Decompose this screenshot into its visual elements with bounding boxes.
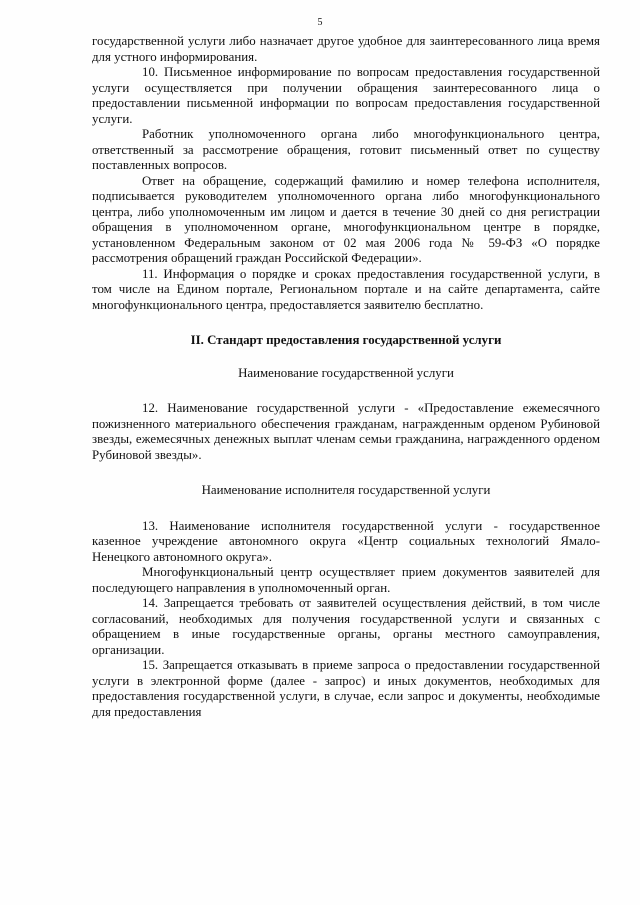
subheading-service-executor: Наименование исполнителя государственной услуги: [201, 483, 491, 497]
paragraph-14: 14. Запрещается требовать от заявителей осуществления действий, в том числе согласований, необходимых для получения государственной услуги и связанных с обращением в иные государственные органы, органы местного самоуправления, организации.: [92, 596, 600, 657]
page-number: 5: [317, 17, 323, 28]
paragraph-15: 15. Запрещается отказывать в приеме запроса о предоставлении государственной услуги в электронной форме (далее - запрос) и иных документов, необходимых для предоставления государственной услуги, в случае, если запрос и документы, необходимые для предоставления: [92, 658, 600, 719]
paragraph-employee-response: Работник уполномоченного органа либо многофункционального центра, ответственный за рассмотрение обращения, готовит письменный ответ по существу поставленных вопросов.: [92, 127, 600, 172]
subheading-service-name: Наименование государственной услуги: [238, 365, 454, 380]
paragraph-mfc: Многофункциональный центр осуществляет прием документов заявителей для последующего направления в уполномоченный орган.: [92, 565, 600, 595]
paragraph-continuation: государственной услуги либо назначает другое удобное для заинтересованного лица время для устного информирования.: [92, 34, 600, 64]
document-body: [92, 34, 600, 720]
paragraph-12: 12. Наименование государственной услуги - «Предоставление ежемесячного пожизненного материального обеспечения гражданам, награжденным орденом Рубиновой звезды, ежемесячных денежных выплат членам семьи гражданина, награжденного орденом Рубиновой звезды».: [92, 401, 600, 462]
paragraph-10: 10. Письменное информирование по вопросам предоставления государственной услуги осуществляется при получении обращения заинтересованного лица о предоставлении письменной информации по вопросам предоставления государственной услуги.: [92, 65, 600, 126]
paragraph-11: 11. Информация о порядке и сроках предоставления государственной услуги, в том числе на Едином портале, Региональном портале и на сайте департамента, сайте многофункционального центра, предоставляется заявителю бесплатно.: [92, 266, 600, 312]
paragraph-13: 13. Наименование исполнителя государственной услуги - государственное казенное учреждение автономного округа «Центр социальных технологий Ямало-Ненецкого автономного округа».: [92, 518, 600, 564]
section-title: II. Стандарт предоставления государственной услуги: [190, 333, 502, 347]
paragraph-response-signing: Ответ на обращение, содержащий фамилию и номер телефона исполнителя, подписывается руководителем уполномоченного органа либо многофункционального центра, либо уполномоченным им лицом и дается в течение 30 дней со дня регистрации обращения в уполномоченном органе, многофункциональном центре в порядке, установленном Федеральным законом от 02 мая 2006 года № 59-ФЗ «О порядке рассмотрения обращений граждан Российской Федерации».: [92, 173, 600, 265]
